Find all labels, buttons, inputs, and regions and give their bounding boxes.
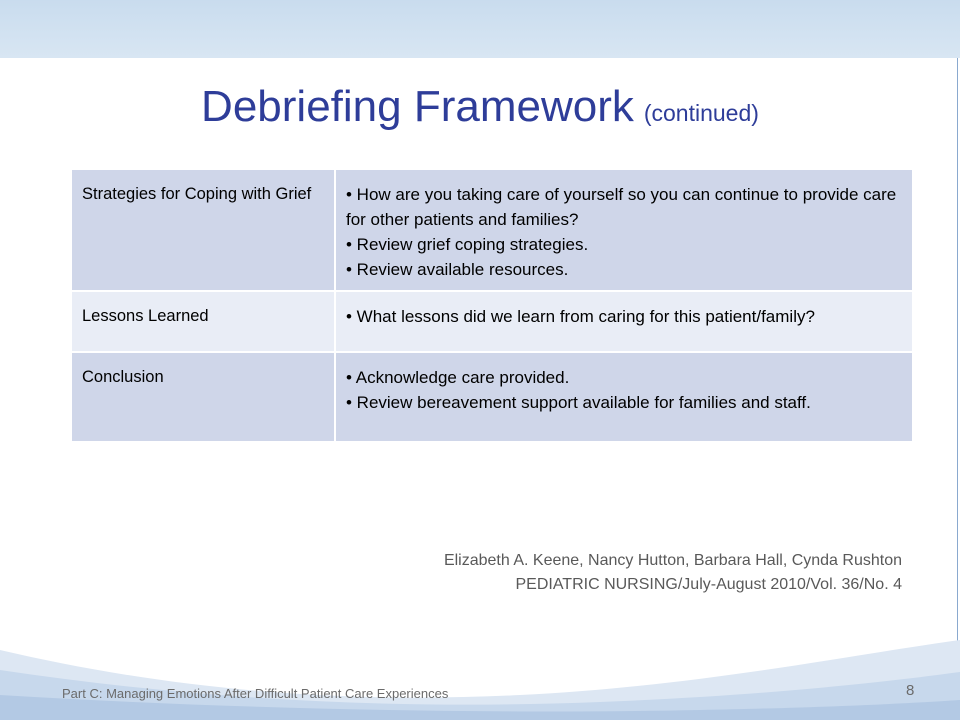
row-content bbox=[335, 352, 912, 441]
bullet-item: • Review bereavement support available for families and staff. bbox=[346, 393, 811, 412]
row-label: Strategies for Coping with Grief bbox=[72, 170, 335, 291]
row-content bbox=[335, 291, 912, 352]
citation-journal: PEDIATRIC NURSING/July-August 2010/Vol. 36/No. 4 bbox=[515, 576, 902, 593]
row-label: Conclusion bbox=[72, 352, 335, 441]
citation bbox=[444, 549, 902, 597]
table-row bbox=[72, 291, 912, 352]
title-suffix: (continued) bbox=[643, 100, 759, 126]
table-row bbox=[72, 170, 912, 291]
footer-wave-decoration bbox=[0, 610, 960, 720]
page-number: 8 bbox=[906, 682, 915, 699]
row-content bbox=[335, 170, 912, 291]
bullet-item: • What lessons did we learn from caring for this patient/family? bbox=[346, 307, 815, 326]
row-label: Lessons Learned bbox=[72, 291, 335, 352]
table-row bbox=[72, 352, 912, 441]
bullet-item: • How are you taking care of yourself so you can continue to provide care for other patients and families? bbox=[346, 185, 897, 229]
header-band bbox=[0, 0, 960, 58]
bullet-item: • Review grief coping strategies. bbox=[346, 235, 589, 254]
citation-authors: Elizabeth A. Keene, Nancy Hutton, Barbara Hall, Cynda Rushton bbox=[443, 552, 902, 569]
slide-title bbox=[0, 82, 960, 132]
bullet-item: • Acknowledge care provided. bbox=[346, 368, 570, 387]
title-main: Debriefing Framework bbox=[201, 82, 634, 131]
right-border-line bbox=[957, 58, 958, 658]
debriefing-table bbox=[72, 170, 912, 441]
footer-text: Part C: Managing Emotions After Difficult Patient Care Experiences bbox=[62, 686, 449, 701]
bullet-item: • Review available resources. bbox=[346, 260, 569, 279]
